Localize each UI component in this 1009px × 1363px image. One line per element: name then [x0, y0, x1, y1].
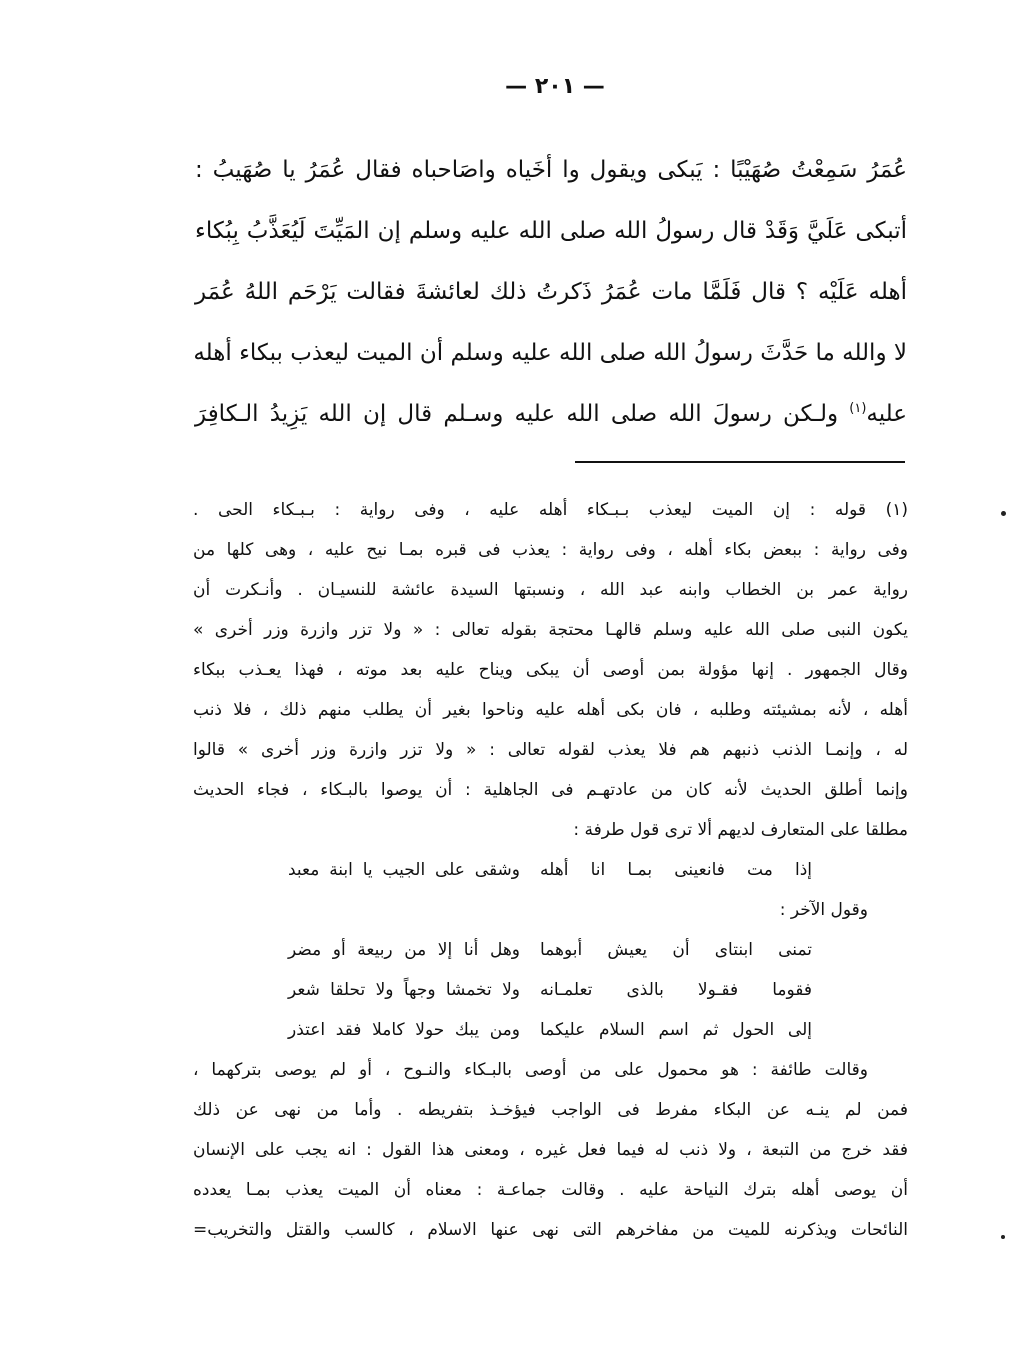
scan-mark — [1001, 1235, 1005, 1239]
footnote-line: (١) قوله : إن الميت ليعذب بـبـكاء أهله عليه ، وفى رواية : بـبـكاء الحى . — [193, 500, 908, 520]
footnote-closing-line: فمن لم ينـه عن البكاء مفرط فى الواجب فيؤخـذ بتفريطه . وأما من نهى عن ذلك — [193, 1100, 908, 1120]
poem-verse — [193, 1010, 908, 1050]
verse-hemistich-right: فقوما فقـولا بالذى تعلمـانه — [540, 980, 812, 1000]
footnote-closing-line: النائحات ويذكرنه للميت من مفاخرهم التى نهى عنها الاسلام ، كالسب والقتل والتخريب= — [193, 1220, 908, 1240]
main-text-line-last — [195, 384, 907, 445]
footnote-line: له ، وإنمـا الذنب ذنبهم هم فلا يعذب لقوله تعالى : « ولا تزر وازرة وزر أخرى » قالوا — [193, 740, 908, 760]
verse-hemistich-left: ولا تخمشا وجهاً ولا تحلقا شعر — [288, 980, 520, 1000]
footnote-line: وقال الجمهور . إنها مؤولة بمن أوصى أن يبكى ويناح عليه بعد موته ، فهذا يعـذب ببكاء — [193, 660, 908, 680]
poem-verse — [193, 930, 908, 970]
verse-hemistich-right: إذا مت فانعينى بمـا انا أهله — [540, 860, 812, 880]
footnote-line: وفى رواية : ببعض بكاء أهله ، وفى رواية : يعذب فى قبره بمـا نيح عليه ، وهى كلها من — [193, 540, 908, 560]
footnote-closing-line: أن يوصى أهله بترك النياحة عليه . وقالت جماعـة : معناه أن الميت يعذب بمـا يعدده — [193, 1180, 908, 1200]
verse-hemistich-left: وشقى على الجيب يا ابنة معبد — [288, 860, 520, 880]
footnote-closing-line: وقالت طائفة : هو محمول على من أوصى بالبـكاء والنـوح ، أو لم يوصى بتركهما ، — [193, 1060, 868, 1080]
page-number: — ٢٠١ — — [505, 74, 605, 99]
footnote-closing-line: فقد خرج من التبعة ، ولا ذنب له فيما فعل غيره ، ومعنى هذا القول : انه يجب على الإنسان — [193, 1140, 908, 1160]
footnote-line: يكون النبى صلى الله عليه وسلم قالهـا محتجة بقوله تعالى : « ولا تزر وازرة وزر أخرى » — [193, 620, 908, 640]
verse-intro: وقول الآخر : — [779, 900, 868, 920]
verse-hemistich-left: ومن يبك حولا كاملا فقد اعتذر — [288, 1020, 520, 1040]
scan-mark — [1001, 511, 1006, 516]
footnote-line: أهله ، لأنه بمشيئته وطلبه ، فان بكى أهله عليه وناحوا بغير أن يطلب منهم ذلك ، فلا ذنب — [193, 700, 908, 720]
verse-hemistich-right: تمنى ابنتاى أن يعيش أبوهما — [540, 940, 812, 960]
footnote-separator — [575, 461, 905, 463]
footnote — [193, 490, 908, 1250]
verse-hemistich-left: وهل أنا إلا من ربيعة أو مضر — [288, 940, 520, 960]
verse-hemistich-right: إلى الحول ثم اسم السلام عليكما — [540, 1020, 812, 1040]
poem-verse — [193, 970, 908, 1010]
poem-verse — [193, 850, 908, 890]
main-text-line: أتبكى عَلَيَّ وَقَدْ قال رسولُ الله صلى الله عليه وسلم إن المَيِّتَ لَيُعَذَّبُ بِبُكاء — [195, 218, 907, 244]
footnote-line: مطلقا على المتعارف لديهم ألا ترى قول طرفة : — [573, 820, 908, 840]
footnote-line: وإنما أطلق الحديث لأنه كان من عادتهـم فى الجاهلية : أن يوصوا بالبـكاء ، فجاء الحديث — [193, 780, 908, 800]
main-text-fragment: عليه — [866, 401, 907, 427]
main-text-line: عُمَرُ سَمِعْتُ صُهَيْبًا : يَبكى ويقول وا أخَياه واصَاحباه فقال عُمَرُ يا صُهَيبُ : — [195, 157, 907, 183]
main-text-line: أهله عَلَيْه ؟ قال فَلَمَّا مات عُمَرُ ذَكرتُ ذلك لعائشةَ فقالت يَرْحَم اللهُ عُمَر — [195, 279, 907, 305]
main-text — [195, 140, 907, 445]
main-text-line: لا والله ما حَدَّثَ رسولُ الله صلى الله عليه وسلم أن الميت ليعذب ببكاء أهله — [193, 340, 907, 366]
footnote-line: رواية عمر بن الخطاب وابنه عبد الله ، ونسبتها السيدة عائشة للنسيـان . وأنـكرت أن — [193, 580, 908, 600]
main-text-fragment: ولـكن رسولَ الله صلى الله عليه وسـلم قال إن الله يَزِيدُ الـكافِرَ — [195, 401, 850, 427]
footnote-reference: (١) — [849, 401, 867, 416]
